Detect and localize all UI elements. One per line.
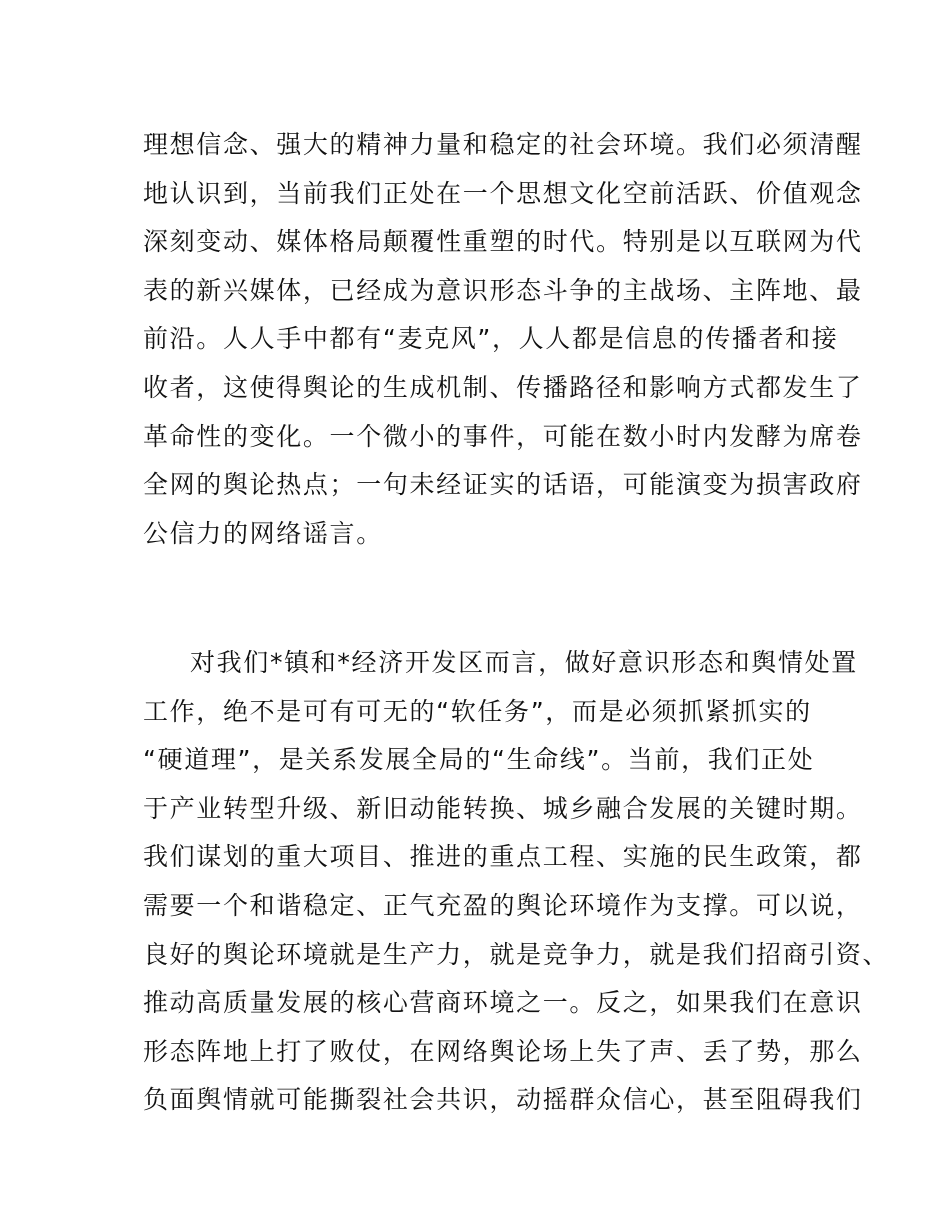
text-line: 收者，这使得舆论的生成机制、传播路径和影响方式都发生了 <box>143 372 863 402</box>
text-line: 负面舆情就可能撕裂社会共识，动摇群众信心，甚至阻碍我们 <box>143 1085 863 1115</box>
text-line: 前沿。人人手中都有“麦克风”，人人都是信息的传播者和接 <box>143 324 839 354</box>
text-line: 工作，绝不是可有可无的“软任务”，而是必须抓紧抓实的 <box>143 696 812 726</box>
text-line: 全网的舆论热点；一句未经证实的话语，可能演变为损害政府 <box>143 470 863 500</box>
text-line: “硬道理”，是关系发展全局的“生命线”。当前，我们正处 <box>143 745 815 775</box>
text-line: 地认识到，当前我们正处在一个思想文化空前活跃、价值观念 <box>143 178 863 208</box>
text-line: 于产业转型升级、新旧动能转换、城乡融合发展的关键时期。 <box>143 793 863 823</box>
text-line: 对我们*镇和*经济开发区而言，做好意识形态和舆情处置 <box>190 648 858 677</box>
text-line: 需要一个和谐稳定、正气充盈的舆论环境作为支撑。可以说， <box>143 890 863 920</box>
text-line: 推动高质量发展的核心营商环境之一。反之，如果我们在意识 <box>143 988 863 1018</box>
text-line: 我们谋划的重大项目、推进的重点工程、实施的民生政策，都 <box>143 842 863 872</box>
text-line: 公信力的网络谣言。 <box>143 518 383 548</box>
text-line: 深刻变动、媒体格局颠覆性重塑的时代。特别是以互联网为代 <box>143 227 863 257</box>
text-line: 理想信念、强大的精神力量和稳定的社会环境。我们必须清醒 <box>143 130 863 159</box>
text-line: 革命性的变化。一个微小的事件，可能在数小时内发酵为席卷 <box>143 421 863 451</box>
paragraph-2 <box>143 639 890 1125</box>
text-line: 形态阵地上打了败仗，在网络舆论场上失了声、丢了势，那么 <box>143 1036 863 1066</box>
paragraph-1 <box>143 121 863 558</box>
text-line: 表的新兴媒体，已经成为意识形态斗争的主战场、主阵地、最 <box>143 275 863 305</box>
text-line: 良好的舆论环境就是生产力，就是竞争力，就是我们招商引资、 <box>143 939 890 969</box>
